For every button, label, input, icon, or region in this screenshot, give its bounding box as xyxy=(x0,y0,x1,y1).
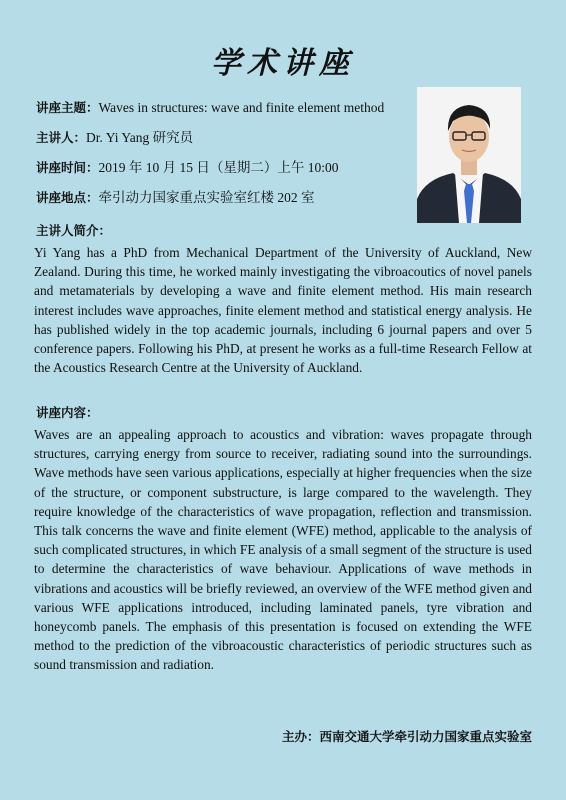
place-label: 讲座地点： xyxy=(36,190,99,205)
speaker-portrait-icon xyxy=(417,87,521,223)
content-heading: 讲座内容： xyxy=(36,405,99,420)
page-title: 学术讲座 xyxy=(211,46,355,81)
place-value: 牵引动力国家重点实验室红楼 202 室 xyxy=(98,190,315,205)
sponsor-line xyxy=(282,727,532,745)
bio-heading: 主讲人简介： xyxy=(36,223,112,238)
speaker-photo xyxy=(417,87,521,223)
topic-row xyxy=(36,99,416,117)
topic-value: Waves in structures: wave and finite element method xyxy=(98,100,385,115)
topic-label: 讲座主题： xyxy=(36,100,99,115)
time-value: 2019 年 10 月 15 日（星期二）上午 10:00 xyxy=(98,160,339,175)
content-text: Waves are an appealing approach to acoustics and vibration: waves propagate through structures, carrying energy from source to receiver, radiating sound into the surroundings. Wave methods have seen various applications, especially at higher frequencies when the size of the structure, or component substructure, is large compared to the wavelength. They require knowledge of the characteristics of wave propagation, reflection and transmission. This talk concerns the wave and finite element (WFE) method, applicable to the analysis of such complicated structures, in which FE analysis of a small segment of the structure is used to determine the characteristics of wave behaviour. Applications of wave methods in vibrations and acoustics will be briefly reviewed, an overview of the WFE method given and various WFE applications introduced, including laminated panels, tyre vibration and honeycomb panels. The emphasis of this presentation is focused on extending the WFE method to the prediction of the vibroacoustic characteristics of periodic structures such as sound transmission and radiation. xyxy=(34,427,532,673)
speaker-row xyxy=(36,129,416,147)
speaker-label: 主讲人： xyxy=(36,130,87,145)
place-row xyxy=(36,189,416,207)
speaker-value: Dr. Yi Yang 研究员 xyxy=(86,130,194,145)
time-label: 讲座时间： xyxy=(36,160,99,175)
sponsor-value: 西南交通大学牵引动力国家重点实验室 xyxy=(319,729,532,744)
bio-text: Yi Yang has a PhD from Mechanical Department of the University of Auckland, New Zealand. During this time, he worked mainly investigating the vibroacoutics of novel panels and metamaterials by developing a wave and finite element method. His main research interest includes wave approaches, finite element method and statistical energy analysis. He has published widely in the top academic journals, including 6 journal papers and over 5 conference papers. Following his PhD, at present he works as a full-time Research Fellow at the Acoustics Research Centre at the University of Auckland. xyxy=(34,245,532,376)
sponsor-label: 主办： xyxy=(281,729,320,744)
time-row xyxy=(36,159,416,177)
